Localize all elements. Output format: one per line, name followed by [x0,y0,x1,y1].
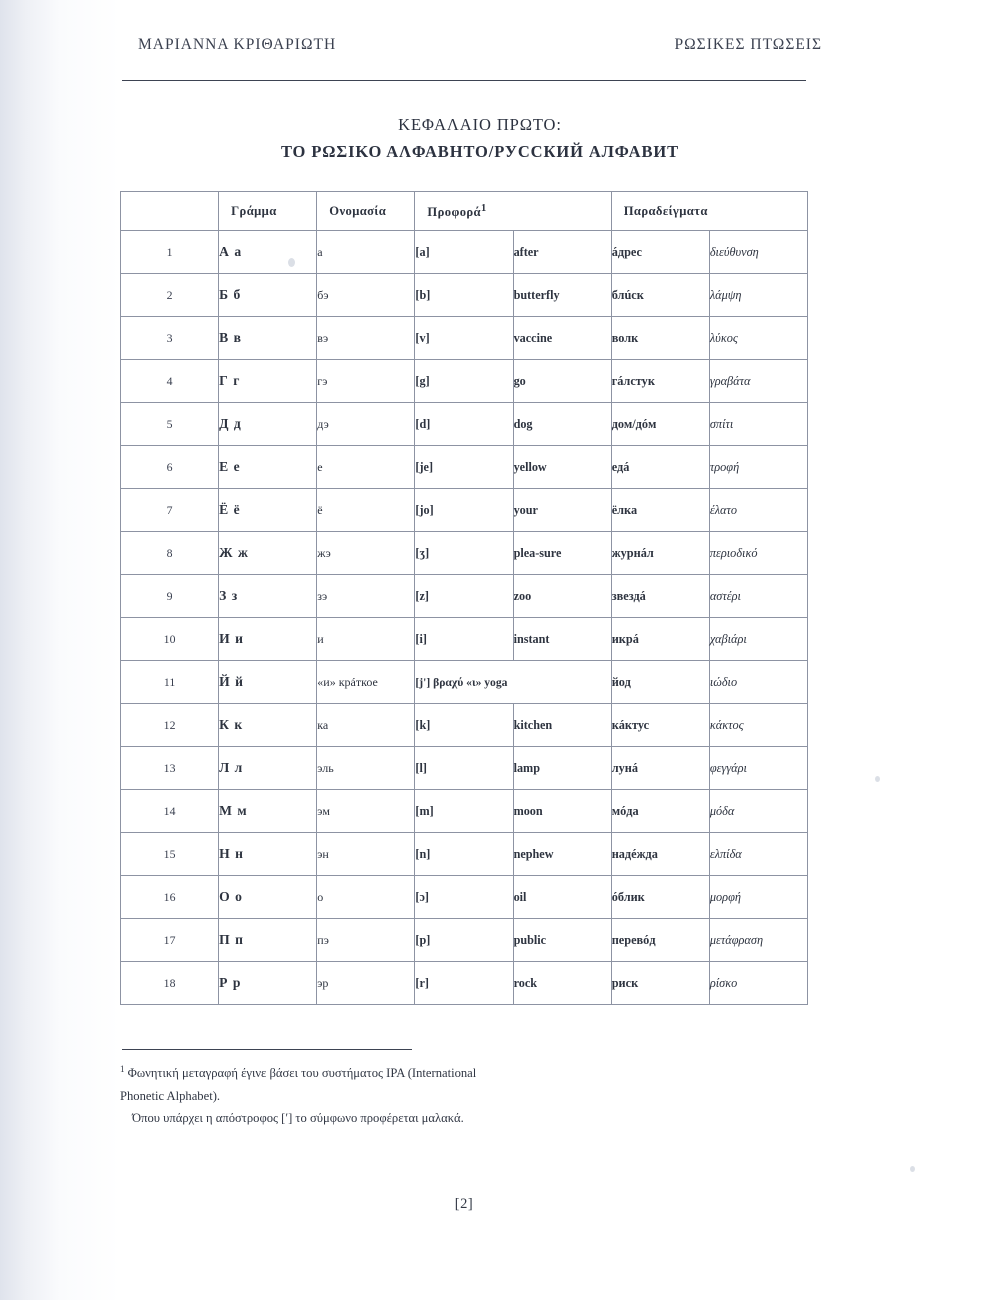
table-row [121,962,808,1005]
cell-greek-translation: μόδα [709,790,807,833]
cell-ipa: [v] [415,317,513,360]
cell-russian-example: мóда [611,790,709,833]
cell-number: 15 [121,833,219,876]
column-header-number [121,192,219,231]
cell-ipa: [ʒ] [415,532,513,575]
chapter-title-line2: ΤΟ ΡΩΣΙΚΟ ΑΛΦΑΒΗΤΟ/РУССКИЙ АЛФАВИТ [280,142,680,162]
cell-english-example: after [513,231,611,274]
cell-greek-translation: γραβάτα [709,360,807,403]
table-row [121,274,808,317]
cell-greek-translation: μετάφραση [709,919,807,962]
cell-letter: Д д [219,403,317,446]
cell-english-example: nephew [513,833,611,876]
cell-letter: О о [219,876,317,919]
cell-number: 17 [121,919,219,962]
cell-ipa: [i] [415,618,513,661]
cell-russian-example: лунá [611,747,709,790]
table-row [121,833,808,876]
cell-letter: Г г [219,360,317,403]
cell-russian-example: дом/дóм [611,403,709,446]
table-row [121,532,808,575]
running-head-left: ΜΑΡΙΑΝΝΑ ΚΡΙΘΑΡΙΩΤΗ [138,36,337,53]
cell-greek-translation: κάκτος [709,704,807,747]
cell-russian-example: кáктус [611,704,709,747]
alphabet-table [120,191,808,1005]
cell-russian-example: волк [611,317,709,360]
cell-letter: К к [219,704,317,747]
table-row [121,317,808,360]
cell-name: «и» крáткое [317,661,415,704]
scan-speck [910,1166,915,1172]
cell-greek-translation: ελπίδα [709,833,807,876]
cell-greek-translation: έλατο [709,489,807,532]
cell-letter: З з [219,575,317,618]
cell-ipa: [k] [415,704,513,747]
cell-greek-translation: σπίτι [709,403,807,446]
footnote-line2: Phonetic Alphabet). [120,1088,221,1103]
cell-number: 9 [121,575,219,618]
cell-number: 2 [121,274,219,317]
cell-greek-translation: ρίσκο [709,962,807,1005]
cell-ipa: [n] [415,833,513,876]
footnote-line3: Όπου υπάρχει η απόστροφος [ʹ] το σύμφωνο προφέρεται μαλακά. [132,1110,464,1125]
table-row [121,403,808,446]
cell-number: 11 [121,661,219,704]
cell-letter: Л л [219,747,317,790]
cell-greek-translation: μορφή [709,876,807,919]
table-row [121,575,808,618]
cell-name: пэ [317,919,415,962]
cell-russian-example: йод [611,661,709,704]
footnote-number: 1 [120,1064,125,1075]
cell-letter: Е е [219,446,317,489]
cell-ipa: [l] [415,747,513,790]
footnote-line1: Φωνητική μεταγραφή έγινε βάσει του συστήματος IPA (International [127,1066,477,1081]
table-row [121,704,808,747]
table-row [121,489,808,532]
cell-letter: И и [219,618,317,661]
cell-russian-example: икрá [611,618,709,661]
table-row [121,231,808,274]
cell-ipa: [r] [415,962,513,1005]
table-header [121,192,808,231]
page-content [120,36,840,1266]
cell-letter: М м [219,790,317,833]
cell-greek-translation: τροφή [709,446,807,489]
page-number: [2] [454,1196,474,1212]
cell-name: ка [317,704,415,747]
cell-greek-translation: ιώδιο [709,661,807,704]
cell-name: ё [317,489,415,532]
cell-english-example: public [513,919,611,962]
cell-name: эм [317,790,415,833]
cell-russian-example: гáлстук [611,360,709,403]
cell-ipa: [d] [415,403,513,446]
cell-name: и [317,618,415,661]
cell-number: 1 [121,231,219,274]
cell-ipa: [m] [415,790,513,833]
cell-number: 16 [121,876,219,919]
header-rule [122,80,806,81]
cell-number: 14 [121,790,219,833]
cell-english-example: moon [513,790,611,833]
cell-greek-translation: περιοδικό [709,532,807,575]
cell-number: 13 [121,747,219,790]
cell-name: зэ [317,575,415,618]
cell-ipa: [z] [415,575,513,618]
scan-speck [288,258,295,267]
cell-greek-translation: αστέρι [709,575,807,618]
cell-number: 8 [121,532,219,575]
cell-ipa: [p] [415,919,513,962]
cell-number: 5 [121,403,219,446]
table-body [121,231,808,1005]
cell-number: 4 [121,360,219,403]
footnote-rule [122,1049,412,1050]
cell-letter: Р р [219,962,317,1005]
cell-english-example: go [513,360,611,403]
cell-ipa: [b] [415,274,513,317]
table-row [121,790,808,833]
column-header-letter: Γράμμα [219,192,317,231]
cell-greek-translation: φεγγάρι [709,747,807,790]
cell-number: 3 [121,317,219,360]
chapter-title-line1: ΚΕΦΑΛΑΙΟ ΠΡΩΤΟ: [398,115,562,134]
column-header-pronunciation [415,192,611,231]
cell-number: 6 [121,446,219,489]
table-row [121,618,808,661]
table-row [121,661,808,704]
cell-ipa: [g] [415,360,513,403]
scan-speck [875,776,880,782]
footnote [120,1062,780,1128]
cell-ipa: [je] [415,446,513,489]
cell-greek-translation: λύκος [709,317,807,360]
cell-name: бэ [317,274,415,317]
cell-name: эль [317,747,415,790]
page-title [120,111,840,165]
cell-greek-translation: χαβιάρι [709,618,807,661]
column-header-examples: Παραδείγματα [611,192,807,231]
cell-letter: П п [219,919,317,962]
cell-number: 10 [121,618,219,661]
cell-number: 12 [121,704,219,747]
footnote-marker: 1 [480,202,487,214]
cell-english-example: plea-sure [513,532,611,575]
cell-english-example: vaccine [513,317,611,360]
running-head-right: ΡΩΣΙΚΕΣ ΠΤΩΣΕΙΣ [674,36,822,53]
table-row [121,446,808,489]
table-row [121,360,808,403]
cell-letter: А а [219,231,317,274]
cell-russian-example: надéжда [611,833,709,876]
cell-english-example: oil [513,876,611,919]
cell-letter: Н н [219,833,317,876]
cell-russian-example: óблик [611,876,709,919]
cell-letter: Й й [219,661,317,704]
cell-russian-example: риск [611,962,709,1005]
cell-ipa: [a] [415,231,513,274]
cell-russian-example: звездá [611,575,709,618]
cell-number: 7 [121,489,219,532]
cell-english-example: zoo [513,575,611,618]
cell-russian-example: áдрес [611,231,709,274]
cell-ipa: [jo] [415,489,513,532]
cell-letter: Ж ж [219,532,317,575]
cell-ipa: [j'] βραχύ «ι» yoga [415,661,611,704]
cell-letter: Б б [219,274,317,317]
cell-name: гэ [317,360,415,403]
cell-name: эр [317,962,415,1005]
running-head [120,36,840,54]
cell-ipa: [ɔ] [415,876,513,919]
table-row [121,747,808,790]
table-header-row [121,192,808,231]
cell-name: вэ [317,317,415,360]
cell-english-example: rock [513,962,611,1005]
cell-letter: В в [219,317,317,360]
column-header-name: Ονομασία [317,192,415,231]
cell-letter: Ё ё [219,489,317,532]
cell-russian-example: ёлка [611,489,709,532]
cell-english-example: kitchen [513,704,611,747]
column-header-pronunciation-label: Προφορά [427,205,481,220]
cell-russian-example: едá [611,446,709,489]
cell-name: е [317,446,415,489]
cell-english-example: butterfly [513,274,611,317]
cell-name: а [317,231,415,274]
cell-english-example: lamp [513,747,611,790]
cell-name: о [317,876,415,919]
cell-russian-example: перевóд [611,919,709,962]
cell-greek-translation: διεύθυνση [709,231,807,274]
cell-name: эн [317,833,415,876]
cell-name: жэ [317,532,415,575]
table-row [121,876,808,919]
cell-english-example: dog [513,403,611,446]
table-row [121,919,808,962]
cell-russian-example: блúск [611,274,709,317]
cell-russian-example: журнáл [611,532,709,575]
cell-number: 18 [121,962,219,1005]
cell-english-example: yellow [513,446,611,489]
cell-greek-translation: λάμψη [709,274,807,317]
cell-english-example: instant [513,618,611,661]
cell-english-example: your [513,489,611,532]
cell-name: дэ [317,403,415,446]
